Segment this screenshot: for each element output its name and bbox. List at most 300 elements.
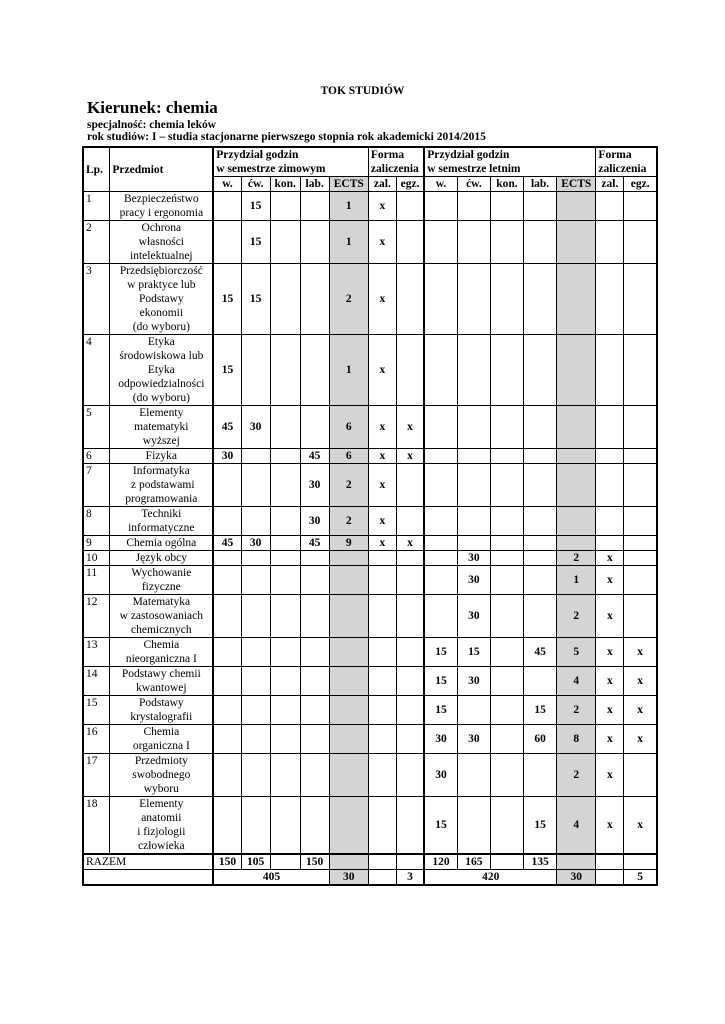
cell-winter-ects: 2 bbox=[329, 507, 368, 536]
cell-winter-kon bbox=[270, 221, 300, 264]
header-summer-hours bbox=[424, 147, 596, 177]
cell-summer-zal bbox=[596, 406, 624, 449]
cell-winter-egz bbox=[396, 667, 424, 696]
header-zal-summer: zal. bbox=[596, 177, 624, 192]
cell-winter-kon bbox=[270, 507, 300, 536]
cell-winter-lab bbox=[300, 595, 329, 638]
cell-summer-lab: 15 bbox=[524, 797, 557, 855]
cell-winter-w bbox=[213, 595, 241, 638]
subject-line: w zastosowaniach bbox=[119, 610, 203, 622]
razem-blank bbox=[329, 854, 368, 870]
razem-zc: 105 bbox=[241, 854, 270, 870]
row-lp: 11 bbox=[83, 566, 110, 595]
subject-line: Chemia bbox=[143, 639, 180, 651]
subject-line: Przedsiębiorczość bbox=[119, 265, 203, 277]
cell-winter-w bbox=[213, 754, 241, 797]
cell-winter-w bbox=[213, 221, 241, 264]
subject-line: Informatyka bbox=[132, 465, 190, 477]
subject-line: odpowiedzialności bbox=[118, 378, 205, 390]
cell-winter-ects bbox=[329, 797, 368, 855]
subject-line: Podstawy bbox=[138, 293, 184, 305]
cell-summer-w bbox=[424, 551, 457, 566]
cell-summer-zal: x bbox=[596, 551, 624, 566]
row-lp: 4 bbox=[83, 335, 110, 406]
cell-summer-lab: 45 bbox=[524, 638, 557, 667]
row-lp: 12 bbox=[83, 595, 110, 638]
cell-summer-ects: 2 bbox=[557, 551, 596, 566]
razem-blank bbox=[396, 854, 424, 870]
cell-summer-ects: 4 bbox=[557, 667, 596, 696]
cell-winter-w: 15 bbox=[213, 335, 241, 406]
cell-summer-cw: 30 bbox=[457, 595, 490, 638]
cell-winter-w bbox=[213, 507, 241, 536]
subject-line: Wychowanie bbox=[131, 567, 192, 579]
cell-winter-cw bbox=[241, 696, 270, 725]
razem-summer-zal-blank bbox=[596, 870, 624, 886]
subject-line: organiczna I bbox=[132, 740, 190, 752]
razem-zw: 150 bbox=[213, 854, 241, 870]
cell-summer-cw bbox=[457, 754, 490, 797]
cell-winter-cw bbox=[241, 638, 270, 667]
header-ects-winter: ECTS bbox=[329, 177, 368, 192]
cell-summer-kon bbox=[490, 406, 523, 449]
subject-line: Techniki bbox=[141, 508, 182, 520]
subject-line: Bezpieczeństwo bbox=[123, 193, 199, 205]
cell-winter-kon bbox=[270, 667, 300, 696]
header-cw-summer: ćw. bbox=[457, 177, 490, 192]
cell-winter-kon bbox=[270, 551, 300, 566]
cell-summer-w bbox=[424, 192, 457, 221]
cell-summer-cw bbox=[457, 335, 490, 406]
cell-winter-zal: x bbox=[368, 507, 396, 536]
subject-line: chemicznych bbox=[130, 624, 192, 636]
cell-winter-zal: x bbox=[368, 464, 396, 507]
subject-line: Etyka bbox=[147, 336, 175, 348]
cell-summer-ects: 1 bbox=[557, 566, 596, 595]
subject-line: własności bbox=[138, 236, 184, 248]
header-ects-summer: ECTS bbox=[557, 177, 596, 192]
cell-summer-kon bbox=[490, 754, 523, 797]
cell-winter-lab: 30 bbox=[300, 507, 329, 536]
cell-summer-kon bbox=[490, 797, 523, 855]
cell-winter-cw bbox=[241, 464, 270, 507]
table-row bbox=[83, 464, 657, 507]
cell-summer-ects bbox=[557, 264, 596, 335]
cell-summer-egz: x bbox=[624, 797, 657, 855]
cell-summer-ects: 2 bbox=[557, 696, 596, 725]
razem-zl: 150 bbox=[300, 854, 329, 870]
cell-summer-egz bbox=[624, 335, 657, 406]
row-subject bbox=[110, 638, 213, 667]
subject-line: Elementy bbox=[139, 407, 184, 419]
cell-winter-w bbox=[213, 725, 241, 754]
subject-line: pracy i ergonomia bbox=[119, 207, 204, 219]
row-lp: 10 bbox=[83, 551, 110, 566]
cell-winter-ects bbox=[329, 725, 368, 754]
cell-winter-kon bbox=[270, 536, 300, 551]
cell-winter-egz bbox=[396, 551, 424, 566]
cell-summer-cw bbox=[457, 797, 490, 855]
cell-summer-zal bbox=[596, 536, 624, 551]
cell-summer-lab bbox=[524, 507, 557, 536]
cell-winter-zal bbox=[368, 725, 396, 754]
header-lp: Lp. bbox=[83, 147, 110, 192]
cell-winter-w: 45 bbox=[213, 406, 241, 449]
cell-winter-lab bbox=[300, 754, 329, 797]
cell-summer-kon bbox=[490, 221, 523, 264]
cell-winter-kon bbox=[270, 725, 300, 754]
cell-winter-egz bbox=[396, 754, 424, 797]
cell-winter-egz bbox=[396, 192, 424, 221]
cell-winter-cw bbox=[241, 667, 270, 696]
cell-winter-kon bbox=[270, 264, 300, 335]
cell-summer-egz bbox=[624, 595, 657, 638]
cell-summer-zal bbox=[596, 192, 624, 221]
cell-summer-ects bbox=[557, 406, 596, 449]
cell-winter-cw: 15 bbox=[241, 192, 270, 221]
cell-winter-zal: x bbox=[368, 192, 396, 221]
cell-summer-w: 30 bbox=[424, 754, 457, 797]
razem-lw: 120 bbox=[424, 854, 457, 870]
cell-summer-egz bbox=[624, 449, 657, 464]
header-egz-winter: egz. bbox=[396, 177, 424, 192]
table-row bbox=[83, 335, 657, 406]
cell-winter-kon bbox=[270, 754, 300, 797]
cell-summer-ects bbox=[557, 192, 596, 221]
cell-winter-ects bbox=[329, 595, 368, 638]
cell-winter-w bbox=[213, 566, 241, 595]
cell-summer-zal: x bbox=[596, 566, 624, 595]
cell-summer-cw: 30 bbox=[457, 566, 490, 595]
header-w-summer: w. bbox=[424, 177, 457, 192]
row-lp: 1 bbox=[83, 192, 110, 221]
razem-label: RAZEM bbox=[83, 854, 213, 870]
header-summer-line1: Przydział godzin bbox=[427, 149, 510, 161]
cell-winter-egz bbox=[396, 638, 424, 667]
row-subject bbox=[110, 667, 213, 696]
header-forma-summer bbox=[596, 147, 657, 177]
cell-winter-zal bbox=[368, 754, 396, 797]
cell-winter-lab bbox=[300, 566, 329, 595]
row-subject bbox=[110, 264, 213, 335]
razem-blank bbox=[596, 854, 624, 870]
row-subject bbox=[110, 507, 213, 536]
cell-summer-cw: 30 bbox=[457, 667, 490, 696]
header-kon-winter: kon. bbox=[270, 177, 300, 192]
subject-line: środowiskowa lub bbox=[119, 350, 204, 362]
table-row bbox=[83, 264, 657, 335]
subject-line: Etyka bbox=[147, 364, 175, 376]
subject-line: krystalografii bbox=[130, 711, 193, 723]
header-kon-summer: kon. bbox=[490, 177, 523, 192]
cell-winter-lab bbox=[300, 264, 329, 335]
subject-line: w praktyce lub bbox=[127, 279, 196, 291]
row-subject bbox=[110, 551, 213, 566]
row-lp: 8 bbox=[83, 507, 110, 536]
razem-totals-row bbox=[83, 870, 657, 886]
cell-summer-ects bbox=[557, 507, 596, 536]
cell-summer-lab: 60 bbox=[524, 725, 557, 754]
row-subject bbox=[110, 449, 213, 464]
cell-summer-lab bbox=[524, 221, 557, 264]
razem-lk bbox=[490, 854, 523, 870]
razem-summer-ects-total: 30 bbox=[557, 870, 596, 886]
cell-summer-kon bbox=[490, 464, 523, 507]
cell-winter-w bbox=[213, 192, 241, 221]
cell-winter-ects: 2 bbox=[329, 464, 368, 507]
cell-summer-cw bbox=[457, 264, 490, 335]
cell-winter-kon bbox=[270, 595, 300, 638]
header-cw-winter: ćw. bbox=[241, 177, 270, 192]
cell-winter-ects: 9 bbox=[329, 536, 368, 551]
subject-line: Podstawy bbox=[138, 697, 184, 709]
subject-line: człowieka bbox=[138, 840, 185, 852]
cell-summer-w bbox=[424, 566, 457, 595]
table-row bbox=[83, 551, 657, 566]
cell-winter-zal bbox=[368, 566, 396, 595]
razem-ll: 135 bbox=[524, 854, 557, 870]
row-subject bbox=[110, 221, 213, 264]
row-lp: 3 bbox=[83, 264, 110, 335]
cell-summer-zal bbox=[596, 507, 624, 536]
cell-winter-egz bbox=[396, 725, 424, 754]
razem-summer-forma-total: 5 bbox=[624, 870, 657, 886]
cell-winter-egz bbox=[396, 264, 424, 335]
cell-summer-w: 30 bbox=[424, 725, 457, 754]
razem-summer-hours-total: 420 bbox=[424, 870, 556, 886]
table-row bbox=[83, 667, 657, 696]
cell-summer-egz: x bbox=[624, 725, 657, 754]
cell-summer-lab bbox=[524, 536, 557, 551]
cell-summer-ects bbox=[557, 221, 596, 264]
cell-summer-kon bbox=[490, 536, 523, 551]
cell-summer-lab bbox=[524, 566, 557, 595]
cell-summer-lab bbox=[524, 192, 557, 221]
header-winter-hours bbox=[213, 147, 368, 177]
cell-summer-egz bbox=[624, 264, 657, 335]
cell-summer-lab bbox=[524, 667, 557, 696]
cell-winter-ects bbox=[329, 696, 368, 725]
cell-winter-egz bbox=[396, 595, 424, 638]
cell-winter-zal bbox=[368, 667, 396, 696]
subject-line: (do wyboru) bbox=[132, 321, 190, 333]
header-forma-winter bbox=[368, 147, 424, 177]
cell-summer-w: 15 bbox=[424, 696, 457, 725]
row-subject bbox=[110, 696, 213, 725]
cell-summer-kon bbox=[490, 551, 523, 566]
cell-winter-cw bbox=[241, 507, 270, 536]
cell-summer-zal bbox=[596, 221, 624, 264]
cell-summer-zal: x bbox=[596, 595, 624, 638]
row-subject bbox=[110, 464, 213, 507]
cell-summer-lab bbox=[524, 335, 557, 406]
cell-winter-zal: x bbox=[368, 449, 396, 464]
cell-summer-egz: x bbox=[624, 667, 657, 696]
cell-summer-w bbox=[424, 595, 457, 638]
cell-winter-kon bbox=[270, 449, 300, 464]
table-row bbox=[83, 449, 657, 464]
razem-winter-ects-total: 30 bbox=[329, 870, 368, 886]
cell-winter-cw bbox=[241, 449, 270, 464]
table-row bbox=[83, 507, 657, 536]
table-row bbox=[83, 221, 657, 264]
cell-winter-lab bbox=[300, 406, 329, 449]
cell-summer-cw: 30 bbox=[457, 551, 490, 566]
table-row bbox=[83, 536, 657, 551]
cell-winter-zal: x bbox=[368, 335, 396, 406]
cell-winter-ects bbox=[329, 566, 368, 595]
cell-summer-cw bbox=[457, 536, 490, 551]
cell-winter-kon bbox=[270, 192, 300, 221]
subject-line: (do wyboru) bbox=[132, 392, 190, 404]
subject-line: i fizjologii bbox=[137, 826, 186, 838]
subject-line: kwantowej bbox=[136, 682, 187, 694]
cell-winter-lab bbox=[300, 667, 329, 696]
cell-summer-ects: 4 bbox=[557, 797, 596, 855]
table-row bbox=[83, 406, 657, 449]
cell-winter-zal bbox=[368, 595, 396, 638]
cell-summer-w: 15 bbox=[424, 667, 457, 696]
specjalnosc-line: specjalność: chemia leków bbox=[87, 119, 217, 131]
cell-summer-zal: x bbox=[596, 638, 624, 667]
cell-summer-cw bbox=[457, 221, 490, 264]
cell-summer-cw bbox=[457, 192, 490, 221]
cell-summer-egz bbox=[624, 754, 657, 797]
cell-summer-lab bbox=[524, 264, 557, 335]
row-lp: 18 bbox=[83, 797, 110, 855]
subject-line: fizyczne bbox=[141, 581, 181, 593]
table-row bbox=[83, 725, 657, 754]
razem-winter-hours-total: 405 bbox=[213, 870, 329, 886]
cell-summer-kon bbox=[490, 335, 523, 406]
subject-line: Chemia bbox=[143, 726, 180, 738]
header-forma-winter-line2: zaliczenia bbox=[370, 163, 419, 175]
cell-winter-w bbox=[213, 551, 241, 566]
cell-winter-zal bbox=[368, 696, 396, 725]
cell-winter-w: 15 bbox=[213, 264, 241, 335]
cell-winter-w bbox=[213, 464, 241, 507]
cell-summer-w bbox=[424, 406, 457, 449]
row-subject bbox=[110, 566, 213, 595]
cell-summer-egz bbox=[624, 566, 657, 595]
cell-summer-cw bbox=[457, 406, 490, 449]
cell-summer-ects bbox=[557, 464, 596, 507]
cell-summer-kon bbox=[490, 696, 523, 725]
subject-line: Matematyka bbox=[132, 596, 191, 608]
header-summer-line2: w semestrze letnim bbox=[427, 163, 521, 175]
rok-studiow-line: rok studiów: I – studia stacjonarne pierwszego stopnia rok akademicki 2014/2015 bbox=[87, 131, 486, 143]
subject-line: z podstawami bbox=[128, 479, 195, 491]
cell-summer-kon bbox=[490, 725, 523, 754]
cell-winter-kon bbox=[270, 797, 300, 855]
cell-summer-w: 15 bbox=[424, 797, 457, 855]
cell-summer-cw bbox=[457, 696, 490, 725]
razem-winter-forma-total: 3 bbox=[396, 870, 424, 886]
cell-winter-egz bbox=[396, 507, 424, 536]
cell-summer-w bbox=[424, 464, 457, 507]
cell-summer-w bbox=[424, 449, 457, 464]
cell-summer-egz bbox=[624, 551, 657, 566]
cell-summer-lab: 15 bbox=[524, 696, 557, 725]
cell-summer-kon bbox=[490, 449, 523, 464]
table-row bbox=[83, 566, 657, 595]
cell-winter-lab: 45 bbox=[300, 536, 329, 551]
razem-lc: 165 bbox=[457, 854, 490, 870]
cell-summer-egz bbox=[624, 507, 657, 536]
row-subject bbox=[110, 797, 213, 855]
cell-winter-w: 45 bbox=[213, 536, 241, 551]
table-row bbox=[83, 696, 657, 725]
cell-winter-cw: 30 bbox=[241, 536, 270, 551]
cell-summer-egz: x bbox=[624, 696, 657, 725]
cell-winter-zal bbox=[368, 797, 396, 855]
cell-summer-w bbox=[424, 536, 457, 551]
cell-winter-lab bbox=[300, 221, 329, 264]
cell-summer-ects: 2 bbox=[557, 754, 596, 797]
row-subject bbox=[110, 335, 213, 406]
subject-line: wyższej bbox=[142, 435, 180, 447]
cell-winter-cw bbox=[241, 335, 270, 406]
cell-winter-ects: 1 bbox=[329, 221, 368, 264]
cell-winter-egz bbox=[396, 221, 424, 264]
cell-winter-ects bbox=[329, 551, 368, 566]
cell-winter-egz bbox=[396, 797, 424, 855]
subject-line: Język obcy bbox=[135, 552, 188, 564]
razem-blank bbox=[368, 854, 396, 870]
subject-line: Fizyka bbox=[145, 450, 177, 462]
cell-winter-ects: 2 bbox=[329, 264, 368, 335]
cell-summer-zal: x bbox=[596, 667, 624, 696]
cell-winter-egz bbox=[396, 696, 424, 725]
cell-winter-cw bbox=[241, 551, 270, 566]
cell-summer-kon bbox=[490, 638, 523, 667]
subject-line: intelektualnej bbox=[130, 250, 193, 262]
cell-winter-cw bbox=[241, 595, 270, 638]
cell-winter-egz: x bbox=[396, 449, 424, 464]
cell-winter-lab bbox=[300, 725, 329, 754]
header-lab-summer: lab. bbox=[524, 177, 557, 192]
cell-winter-w bbox=[213, 797, 241, 855]
cell-summer-ects: 5 bbox=[557, 638, 596, 667]
cell-summer-egz bbox=[624, 406, 657, 449]
cell-winter-cw: 15 bbox=[241, 221, 270, 264]
subject-line: Przedmioty bbox=[134, 755, 188, 767]
cell-winter-lab bbox=[300, 551, 329, 566]
row-subject bbox=[110, 406, 213, 449]
header-winter-line2: w semestrze zimowym bbox=[216, 163, 326, 175]
cell-winter-zal: x bbox=[368, 406, 396, 449]
cell-winter-kon bbox=[270, 406, 300, 449]
cell-summer-zal bbox=[596, 335, 624, 406]
row-lp: 17 bbox=[83, 754, 110, 797]
cell-winter-w bbox=[213, 638, 241, 667]
razem-row bbox=[83, 854, 657, 870]
cell-summer-w bbox=[424, 264, 457, 335]
cell-winter-w bbox=[213, 667, 241, 696]
cell-winter-zal: x bbox=[368, 221, 396, 264]
cell-winter-zal: x bbox=[368, 264, 396, 335]
row-lp: 2 bbox=[83, 221, 110, 264]
cell-summer-zal bbox=[596, 264, 624, 335]
cell-winter-zal bbox=[368, 638, 396, 667]
row-subject bbox=[110, 725, 213, 754]
subject-line: ekonomii bbox=[139, 307, 184, 319]
cell-summer-kon bbox=[490, 667, 523, 696]
cell-winter-cw bbox=[241, 566, 270, 595]
cell-summer-kon bbox=[490, 566, 523, 595]
cell-winter-lab: 30 bbox=[300, 464, 329, 507]
row-lp: 15 bbox=[83, 696, 110, 725]
